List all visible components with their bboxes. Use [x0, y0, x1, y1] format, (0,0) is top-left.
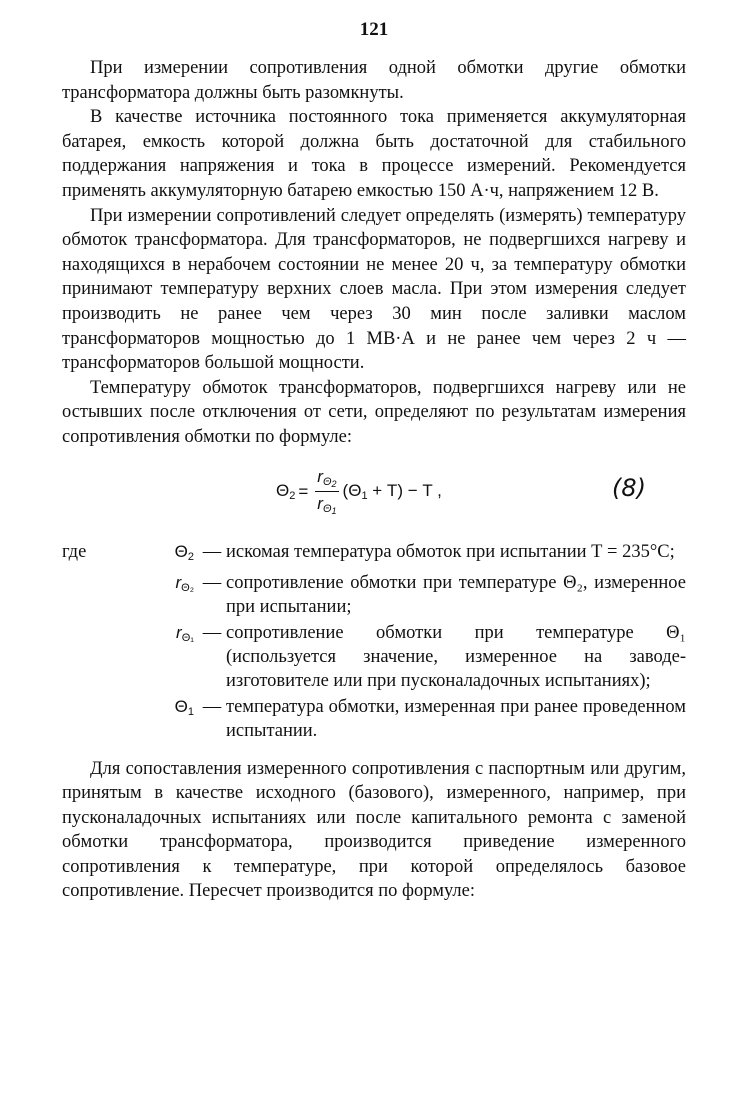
paragraph-open-circuit: При измерении сопротивления одной обмотки другие обмотки трансформатора должны быть разомкнуты. [62, 58, 686, 103]
definition-dash: — [202, 572, 222, 593]
formula-equals: = [298, 481, 309, 501]
temperature-formula [276, 460, 442, 524]
definition-symbol: $\Theta_2$ [174, 541, 194, 563]
definition-row [132, 695, 686, 743]
definition-symbol: $r_{\Theta_1}$ [176, 622, 194, 644]
definition-text: сопротивление обмотки при температуре Θ₁ (используется значение, измеренное на заводе-изготовителе или при пусконаладочных испытаниях); [226, 622, 686, 691]
definition-row [132, 621, 686, 693]
where-label: где [62, 541, 87, 562]
paragraph-recalculation: Для сопоставления измеренного сопротивления с паспортным или другим, принятым в качестве исходного (базового), измеренного, например, при пусконаладочных испытаниях или после капитального ремонта с заменой обмотки трансформатора, производится приведение измеренного сопротивления к температуре, при которой определялось базовое сопротивление. Пересчет производится по формуле: [62, 758, 686, 902]
definition-text: температура обмотки, измеренная при ранее проведенном испытании. [226, 696, 686, 741]
definition-symbol: $r_{\Theta_2}$ [175, 572, 194, 594]
formula-lhs: $\Theta_2$ [276, 481, 296, 502]
formula-rest: $(\Theta_1 + T) - T$ , [342, 481, 442, 502]
definition-text: сопротивление обмотки при температуре Θ₂, измеренное при испытании; [226, 572, 686, 617]
definition-symbol: $\Theta_1$ [174, 696, 194, 718]
paragraph-battery: В качестве источника постоянного тока применяется аккумуляторная батарея, емкость которой должна быть достаточной для стабильного поддержания напряжения и тока в процессе измерений. Рекомендуется применять аккумуляторную батарею емкостью 150 А·ч, напряжением 12 В. [62, 107, 686, 201]
definition-dash: — [202, 541, 222, 562]
formula-numerator: $r_{\Theta_2}$ [315, 467, 338, 492]
definition-row [132, 571, 686, 619]
equation-number: (8) [612, 473, 646, 502]
formula-block [62, 454, 686, 536]
definition-row [132, 540, 686, 569]
formula-denominator: $r_{\Theta_1}$ [317, 494, 337, 516]
page-number: 121 [359, 19, 389, 40]
variable-definitions [62, 540, 686, 743]
paragraph-formula-intro: Температуру обмоток трансформаторов, подвергшихся нагреву или не остывших после отключения от сети, определяют по результатам измерения сопротивления обмотки по формуле: [62, 377, 686, 447]
definition-dash: — [202, 696, 222, 717]
paragraph-temperature: При измерении сопротивлений следует определять (измерять) температуру обмоток трансформатора. Для трансформаторов, не подвергшихся нагреву и находящихся в нерабочем состоянии не менее 20 ч, за температуру обмотки принимают температуру верхних слоев масла. При этом измерения следует производить не ранее чем через 30 мин после заливки маслом трансформаторов мощностью до 1 МВ·А и не ранее чем через 2 ч — трансформаторов большой мощности. [62, 205, 686, 374]
formula-fraction [315, 467, 338, 516]
definition-dash: — [202, 622, 222, 643]
definition-text: искомая температура обмоток при испытании Т = 235°С; [226, 541, 675, 562]
document-page [62, 18, 686, 1078]
